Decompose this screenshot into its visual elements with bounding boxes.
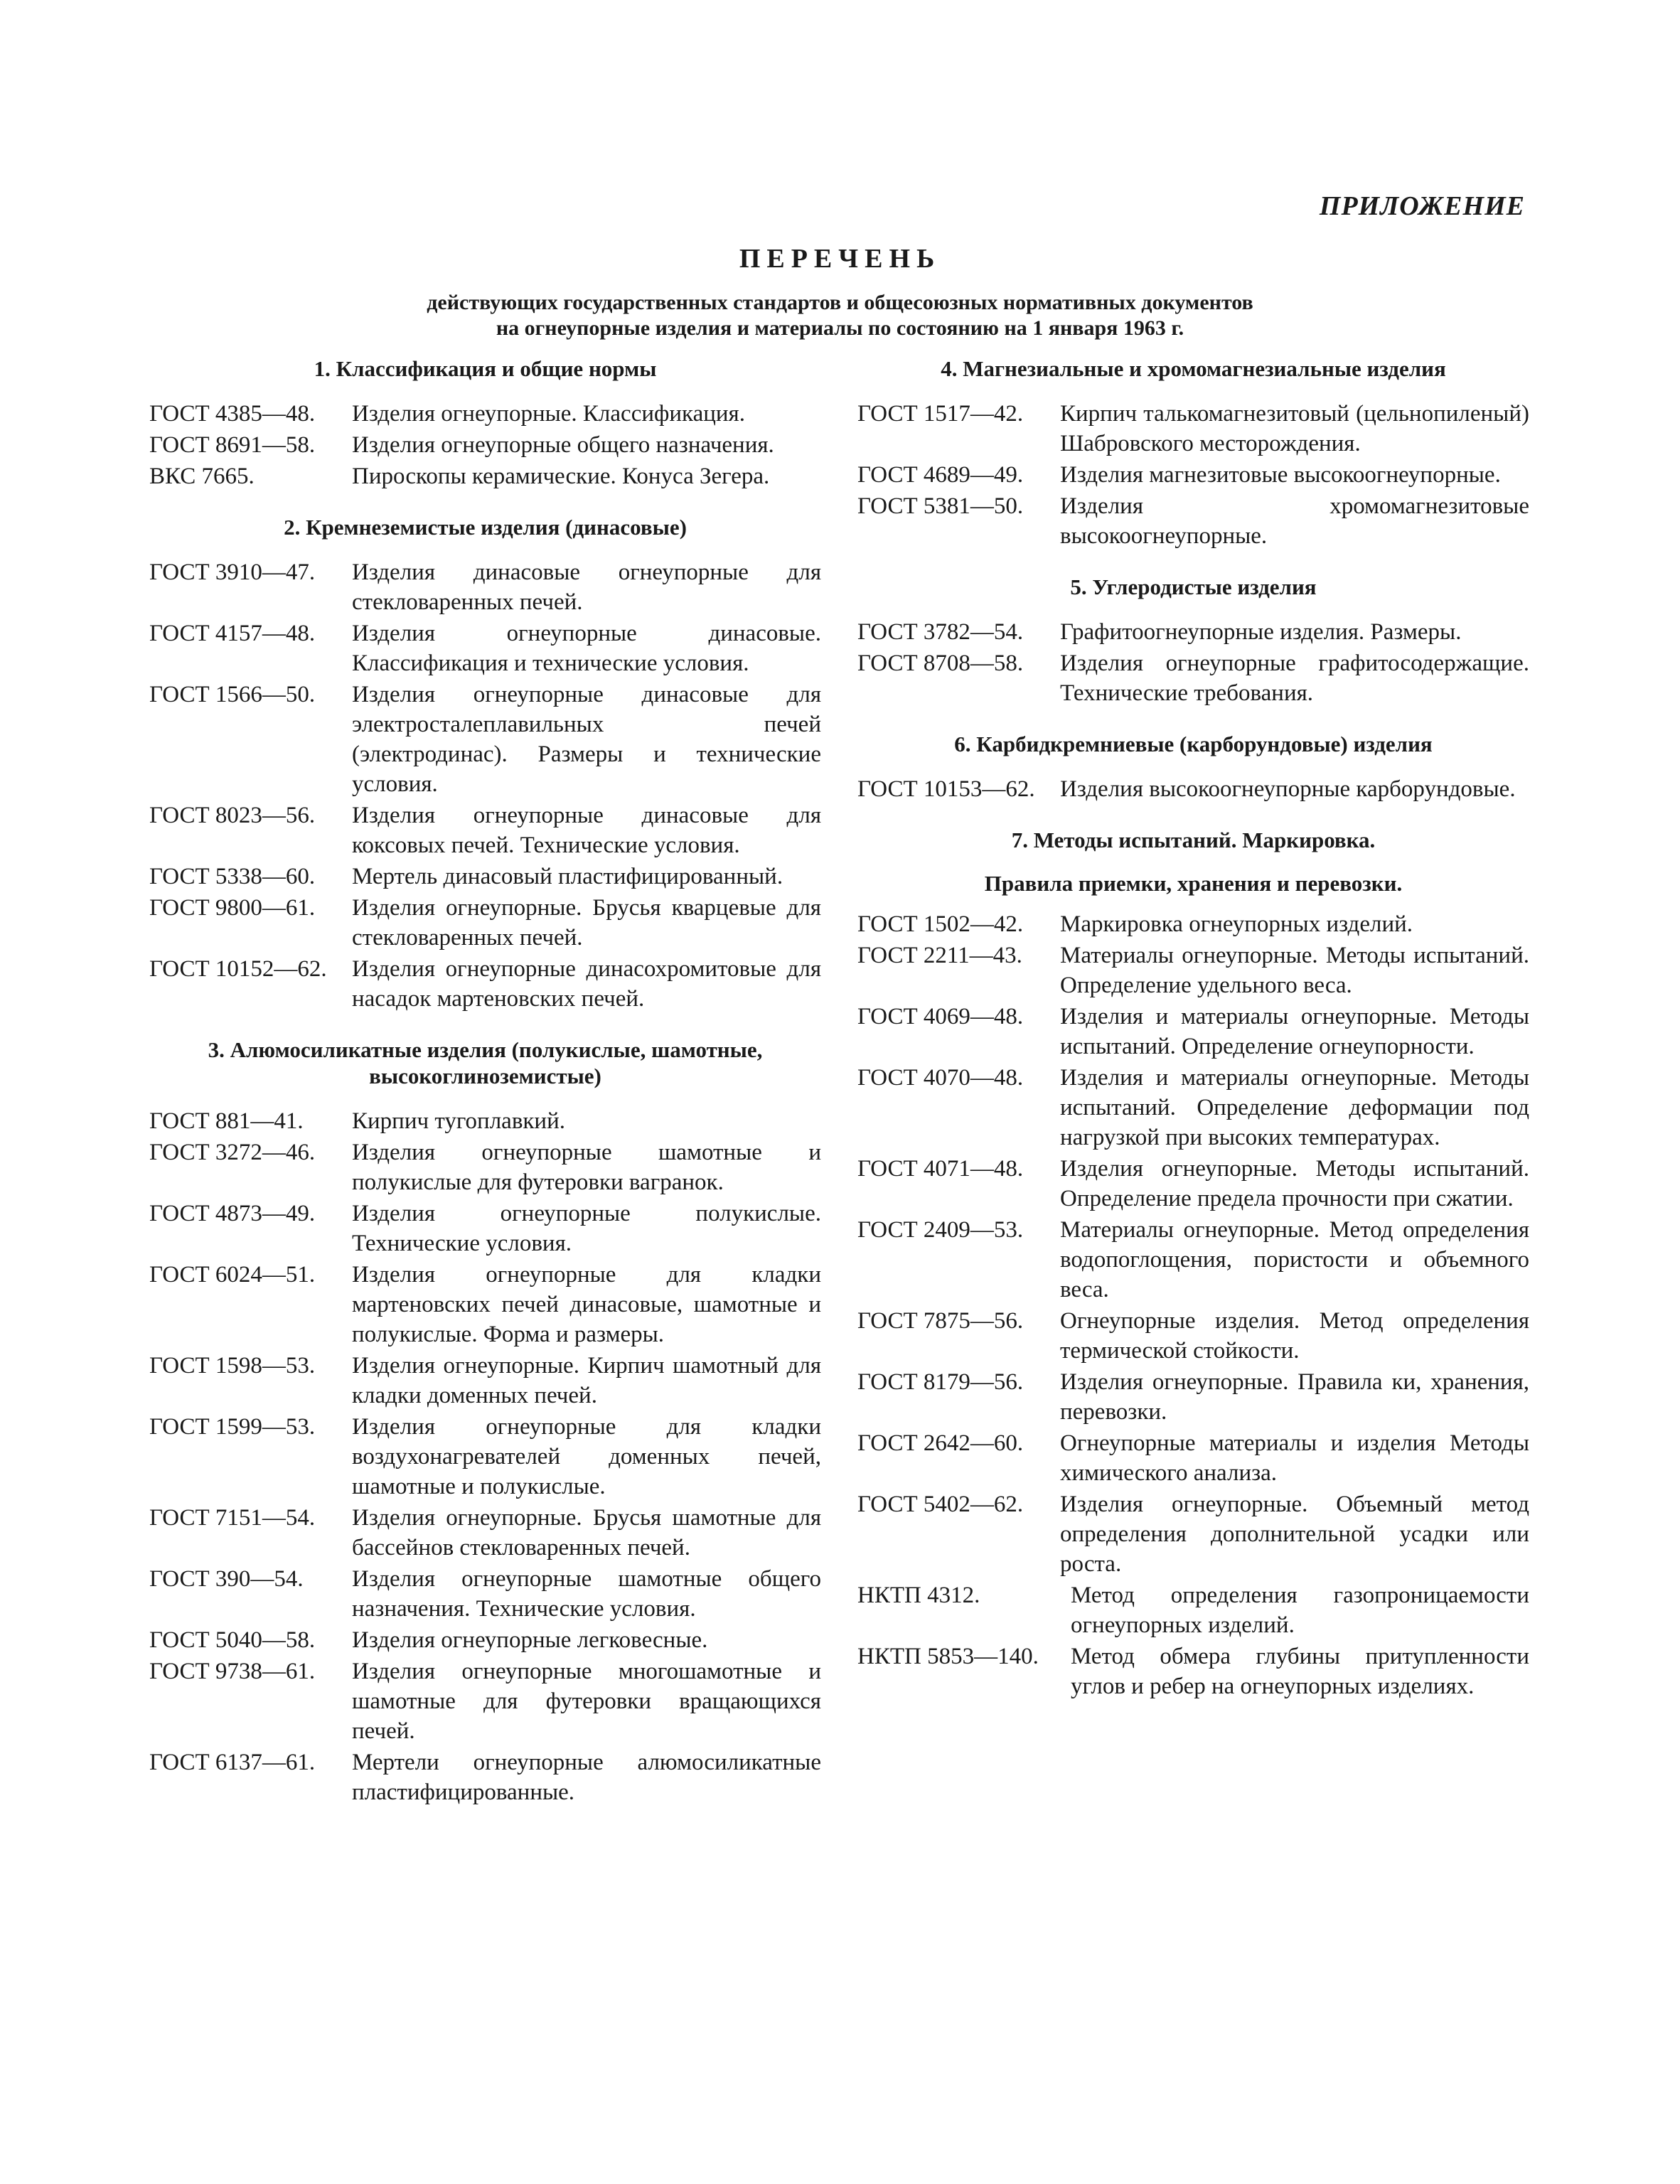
standard-entry <box>149 1106 821 1136</box>
standard-code: ГОСТ 9800—61. <box>149 895 316 921</box>
section-subheading: Правила приемки, хранения и перевозки. <box>984 871 1403 896</box>
standard-code: ГОСТ 10153—62. <box>857 776 1035 802</box>
standard-description: Изделия огнеупорные полукислые. Технические условия. <box>352 1201 821 1256</box>
section-heading: 7. Методы испытаний. Маркировка. <box>1011 828 1376 852</box>
standard-description: Изделия огнеупорные легковесные. <box>352 1627 708 1653</box>
standard-entry <box>857 1063 1529 1152</box>
standard-entry <box>857 1580 1529 1640</box>
standard-description: Пироскопы керамические. Конуса Зегера. <box>352 464 770 489</box>
standard-entry <box>149 1625 821 1655</box>
standard-code: ГОСТ 4069—48. <box>857 1004 1024 1029</box>
standard-code: ВКС 7665. <box>149 464 255 489</box>
standard-entry <box>857 1428 1529 1488</box>
standard-code: ГОСТ 1566—50. <box>149 682 316 707</box>
standard-entry <box>149 1564 821 1624</box>
standard-entry <box>149 1503 821 1563</box>
standard-entry <box>857 909 1529 939</box>
standard-entry <box>149 430 821 460</box>
standard-entry <box>149 1138 821 1197</box>
standard-code: ГОСТ 9738—61. <box>149 1659 316 1684</box>
standard-code: ГОСТ 881—41. <box>149 1108 304 1134</box>
standard-entry <box>857 1215 1529 1305</box>
standard-entry <box>149 399 821 429</box>
standard-description: Изделия огнеупорные. Брусья кварцевые для стекловаренных печей. <box>352 895 821 951</box>
left-column <box>149 355 821 1809</box>
standard-description: Изделия магнезитовые высокоогнеупорные. <box>1060 462 1501 488</box>
standard-entry <box>857 774 1529 804</box>
standard-description: Изделия высокоогнеупорные карборундовые. <box>1060 776 1516 802</box>
standard-code: ГОСТ 8691—58. <box>149 432 316 458</box>
standard-entry <box>857 1642 1529 1701</box>
standard-entry <box>149 619 821 678</box>
standard-description: Изделия огнеупорные. Кирпич шамотный для кладки доменных печей. <box>352 1353 821 1408</box>
section-heading: 6. Карбидкремниевые (карборундовые) изделия <box>954 732 1433 756</box>
standard-description: Метод обмера глубины притупленности углов и ребер на огнеупорных изделиях. <box>1071 1644 1529 1699</box>
standard-code: ГОСТ 4071—48. <box>857 1156 1024 1182</box>
standard-description: Кирпич талькомагнезитовый (цельнопиленый) Шабровского месторождения. <box>1060 401 1529 456</box>
standard-entry <box>857 1367 1529 1427</box>
standard-description: Изделия и материалы огнеупорные. Методы испытаний. Определение огнеупорности. <box>1060 1004 1529 1059</box>
standard-description: Изделия и материалы огнеупорные. Методы испытаний. Определение деформации под нагрузкой при высоких температурах. <box>1060 1065 1529 1150</box>
standard-code: ГОСТ 1599—53. <box>149 1414 316 1440</box>
standard-code: ГОСТ 1598—53. <box>149 1353 316 1379</box>
standard-description: Огнеупорные изделия. Метод определения термической стойкости. <box>1060 1308 1529 1364</box>
standard-entry <box>149 461 821 491</box>
standard-entry <box>149 680 821 799</box>
standard-entry <box>857 1154 1529 1214</box>
standard-description: Изделия хромомагнезитовые высокоогнеупорные. <box>1060 493 1529 549</box>
standard-code: ГОСТ 3910—47. <box>149 560 316 585</box>
appendix-label: ПРИЛОЖЕНИЕ <box>1319 191 1525 221</box>
section-heading: 3. Алюмосиликатные изделия (полукислые, шамотные, высокоглиноземистые) <box>208 1037 763 1088</box>
standard-description: Изделия огнеупорные. Правила ки, хранения, перевозки. <box>1060 1369 1529 1425</box>
standard-code: ГОСТ 10152—62. <box>149 956 327 982</box>
standard-entry <box>857 941 1529 1000</box>
standard-code: ГОСТ 2409—53. <box>857 1217 1024 1243</box>
standard-description: Изделия огнеупорные. Брусья шамотные для бассейнов стекловаренных печей. <box>352 1505 821 1561</box>
standard-code: ГОСТ 8708—58. <box>857 651 1024 676</box>
section-heading: 2. Кремнеземистые изделия (динасовые) <box>284 515 687 540</box>
standard-code: ГОСТ 7151—54. <box>149 1505 316 1531</box>
standard-description: Изделия огнеупорные шамотные и полукислые для футеровки вагранок. <box>352 1140 821 1195</box>
standard-entry <box>149 801 821 860</box>
standard-description: Изделия огнеупорные графитосодержащие. Технические требования. <box>1060 651 1529 706</box>
subtitle-line: действующих государственных стандартов и общесоюзных нормативных документов <box>427 291 1253 314</box>
standard-description: Материалы огнеупорные. Методы испытаний. Определение удельного веса. <box>1060 943 1529 998</box>
standard-code: ГОСТ 2642—60. <box>857 1430 1024 1456</box>
standard-entry <box>149 862 821 892</box>
standard-code: ГОСТ 6024—51. <box>149 1262 316 1288</box>
standard-entry <box>149 1199 821 1258</box>
standard-description: Огнеупорные материалы и изделия Методы химического анализа. <box>1060 1430 1529 1486</box>
standard-code: ГОСТ 4157—48. <box>149 621 316 646</box>
standard-description: Изделия огнеупорные динасохромитовые для насадок мартеновских печей. <box>352 956 821 1012</box>
standard-entry <box>857 648 1529 708</box>
standard-entry <box>149 1656 821 1746</box>
subtitle-line: на огнеупорные изделия и материалы по состоянию на 1 января 1963 г. <box>496 316 1184 340</box>
page-subtitle <box>213 290 1467 341</box>
standard-description: Мертель динасовый пластифицированный. <box>352 864 783 889</box>
standard-description: Изделия огнеупорные динасовые для коксовых печей. Технические условия. <box>352 803 821 858</box>
standard-code: ГОСТ 4873—49. <box>149 1201 316 1226</box>
standard-code: ГОСТ 7875—56. <box>857 1308 1024 1334</box>
standard-code: ГОСТ 4385—48. <box>149 401 316 427</box>
standard-code: ГОСТ 1502—42. <box>857 911 1024 937</box>
standard-description: Изделия огнеупорные для кладки мартеновских печей динасовые, шамотные и полукислые. Форма и размеры. <box>352 1262 821 1347</box>
standard-entry <box>149 954 821 1014</box>
standard-code: ГОСТ 4070—48. <box>857 1065 1024 1091</box>
standard-code: ГОСТ 6137—61. <box>149 1750 316 1775</box>
standard-description: Кирпич тугоплавкий. <box>352 1108 565 1134</box>
standard-entry <box>857 491 1529 551</box>
standard-code: НКТП 4312. <box>857 1583 980 1608</box>
standard-code: НКТП 5853—140. <box>857 1644 1039 1669</box>
standard-description: Изделия огнеупорные для кладки воздухонагревателей доменных печей, шамотные и полукислые. <box>352 1414 821 1499</box>
standard-code: ГОСТ 1517—42. <box>857 401 1024 427</box>
standard-description: Изделия огнеупорные многошамотные и шамотные для футеровки вращающихся печей. <box>352 1659 821 1744</box>
section-heading: 1. Классификация и общие нормы <box>314 356 657 381</box>
standard-code: ГОСТ 5402—62. <box>857 1492 1024 1517</box>
standard-entry <box>149 1412 821 1502</box>
standard-entry <box>857 1306 1529 1366</box>
standard-code: ГОСТ 5040—58. <box>149 1627 316 1653</box>
standard-entry <box>857 399 1529 459</box>
page-title: ПЕРЕЧЕНЬ <box>739 244 941 274</box>
section-heading: 5. Углеродистые изделия <box>1070 574 1317 599</box>
standard-description: Изделия огнеупорные динасовые. Классификация и технические условия. <box>352 621 821 676</box>
standard-description: Изделия огнеупорные шамотные общего назначения. Технические условия. <box>352 1566 821 1622</box>
standard-entry <box>149 1260 821 1349</box>
standard-description: Изделия огнеупорные динасовые для электросталеплавильных печей (электродинас). Размеры и технические условия. <box>352 682 821 797</box>
standard-description: Изделия динасовые огнеупорные для стекловаренных печей. <box>352 560 821 615</box>
standard-code: ГОСТ 2211—43. <box>857 943 1022 968</box>
standard-entry <box>857 460 1529 490</box>
standard-entry <box>149 1351 821 1410</box>
standard-entry <box>857 617 1529 647</box>
standard-description: Графитоогнеупорные изделия. Размеры. <box>1060 619 1462 645</box>
standard-entry <box>149 1747 821 1807</box>
standard-description: Изделия огнеупорные. Классификация. <box>352 401 745 427</box>
standard-code: ГОСТ 3272—46. <box>149 1140 316 1165</box>
standard-description: Изделия огнеупорные общего назначения. <box>352 432 774 458</box>
standard-code: ГОСТ 5338—60. <box>149 864 316 889</box>
standard-description: Мертели огнеупорные алюмосиликатные пластифицированные. <box>352 1750 821 1805</box>
section-heading: 4. Магнезиальные и хромомагнезиальные изделия <box>941 356 1446 381</box>
standard-entry <box>149 893 821 953</box>
right-column <box>857 355 1529 1703</box>
standard-entry <box>857 1489 1529 1579</box>
standard-code: ГОСТ 390—54. <box>149 1566 304 1592</box>
standard-code: ГОСТ 8023—56. <box>149 803 316 828</box>
standard-description: Изделия огнеупорные. Методы испытаний. Определение предела прочности при сжатии. <box>1060 1156 1529 1211</box>
standard-code: ГОСТ 4689—49. <box>857 462 1024 488</box>
standard-code: ГОСТ 8179—56. <box>857 1369 1024 1395</box>
standard-entry <box>149 557 821 617</box>
standard-description: Метод определения газопроницаемости огнеупорных изделий. <box>1071 1583 1529 1638</box>
standard-description: Материалы огнеупорные. Метод определения водопоглощения, пористости и объемного веса. <box>1060 1217 1529 1302</box>
standard-entry <box>857 1002 1529 1061</box>
standard-code: ГОСТ 3782—54. <box>857 619 1024 645</box>
standard-description: Изделия огнеупорные. Объемный метод определения дополнительной усадки или роста. <box>1060 1492 1529 1577</box>
standard-description: Маркировка огнеупорных изделий. <box>1060 911 1413 937</box>
standard-code: ГОСТ 5381—50. <box>857 493 1024 519</box>
